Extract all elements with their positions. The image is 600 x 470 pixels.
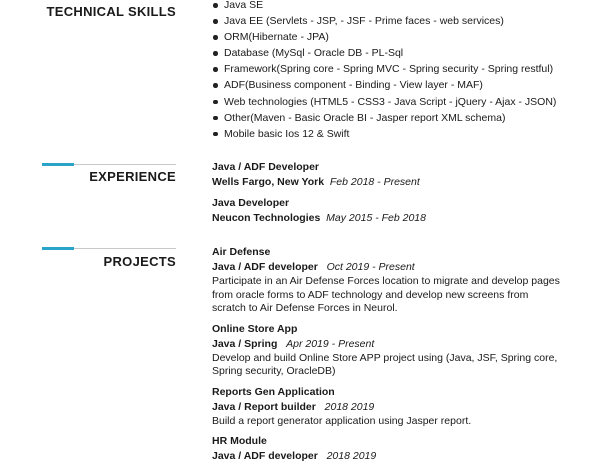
experience-list [212, 160, 564, 232]
job-role: Java / ADF Developer [212, 161, 319, 173]
skill-item: Other(Maven - Basic Oracle BI - Jasper report XML schema) [212, 110, 564, 126]
skill-item: Java SE [212, 0, 564, 13]
job-entry [212, 196, 564, 226]
skill-item: Database (MySql - Oracle DB - PL-Sql [212, 45, 564, 61]
job-role: Java Developer [212, 197, 290, 209]
skill-item: Framework(Spring core - Spring MVC - Spring security - Spring restful) [212, 61, 564, 77]
project-entry [212, 385, 564, 429]
job-dates: Feb 2018 - Present [329, 176, 420, 188]
project-role: Java / Spring [212, 337, 278, 350]
project-dates: Oct 2019 - Present [326, 261, 415, 273]
project-entry [212, 434, 564, 464]
skills-list-container [212, 0, 564, 142]
job-dates: May 2015 - Feb 2018 [326, 212, 426, 224]
skill-item: ADF(Business component - Binding - View layer - MAF) [212, 77, 564, 93]
project-name: Online Store App [212, 322, 298, 335]
project-name: Air Defense [212, 246, 271, 258]
job-company: Neucon Technologies [212, 212, 321, 224]
project-dates: Apr 2019 - Present [286, 337, 375, 350]
job-company: Wells Fargo, New York [212, 176, 325, 188]
skill-item: Mobile basic Ios 12 & Swift [212, 126, 564, 142]
project-dates: 2018 2019 [326, 450, 377, 462]
project-name: HR Module [212, 435, 267, 447]
project-description: Develop and build Online Store APP project using (Java, JSF, Spring core, Spring security, OracleDB) [212, 351, 558, 377]
projects-heading: PROJECTS [103, 254, 176, 269]
technical-skills-heading: TECHNICAL SKILLS [46, 4, 176, 19]
project-description: Participate in an Air Defense Forces location to migrate and develop pages from oracle forms to ADF technology and develop new screens from scratch to Air Defense Forces in Neurol. [212, 275, 560, 314]
section-rule [42, 164, 176, 165]
project-description: Build a report generator application using Jasper report. [212, 414, 472, 427]
skill-item: Web technologies (HTML5 - CSS3 - Java Script - jQuery - Ajax - JSON) [212, 94, 564, 110]
experience-heading: EXPERIENCE [89, 169, 176, 184]
project-dates: 2018 2019 [324, 400, 375, 413]
project-role: Java / ADF developer [212, 450, 318, 462]
project-entry [212, 322, 564, 379]
skill-item: Java EE (Servlets - JSP, - JSF - Prime faces - web services) [212, 13, 564, 29]
skills-list [212, 0, 564, 142]
project-name: Reports Gen Application [212, 385, 335, 398]
section-rule [42, 248, 176, 249]
job-entry [212, 160, 564, 190]
project-entry [212, 245, 564, 316]
projects-list [212, 245, 564, 470]
project-role: Java / ADF developer [212, 261, 318, 273]
skill-item: ORM(Hibernate - JPA) [212, 29, 564, 45]
project-role: Java / Report builder [212, 400, 316, 413]
